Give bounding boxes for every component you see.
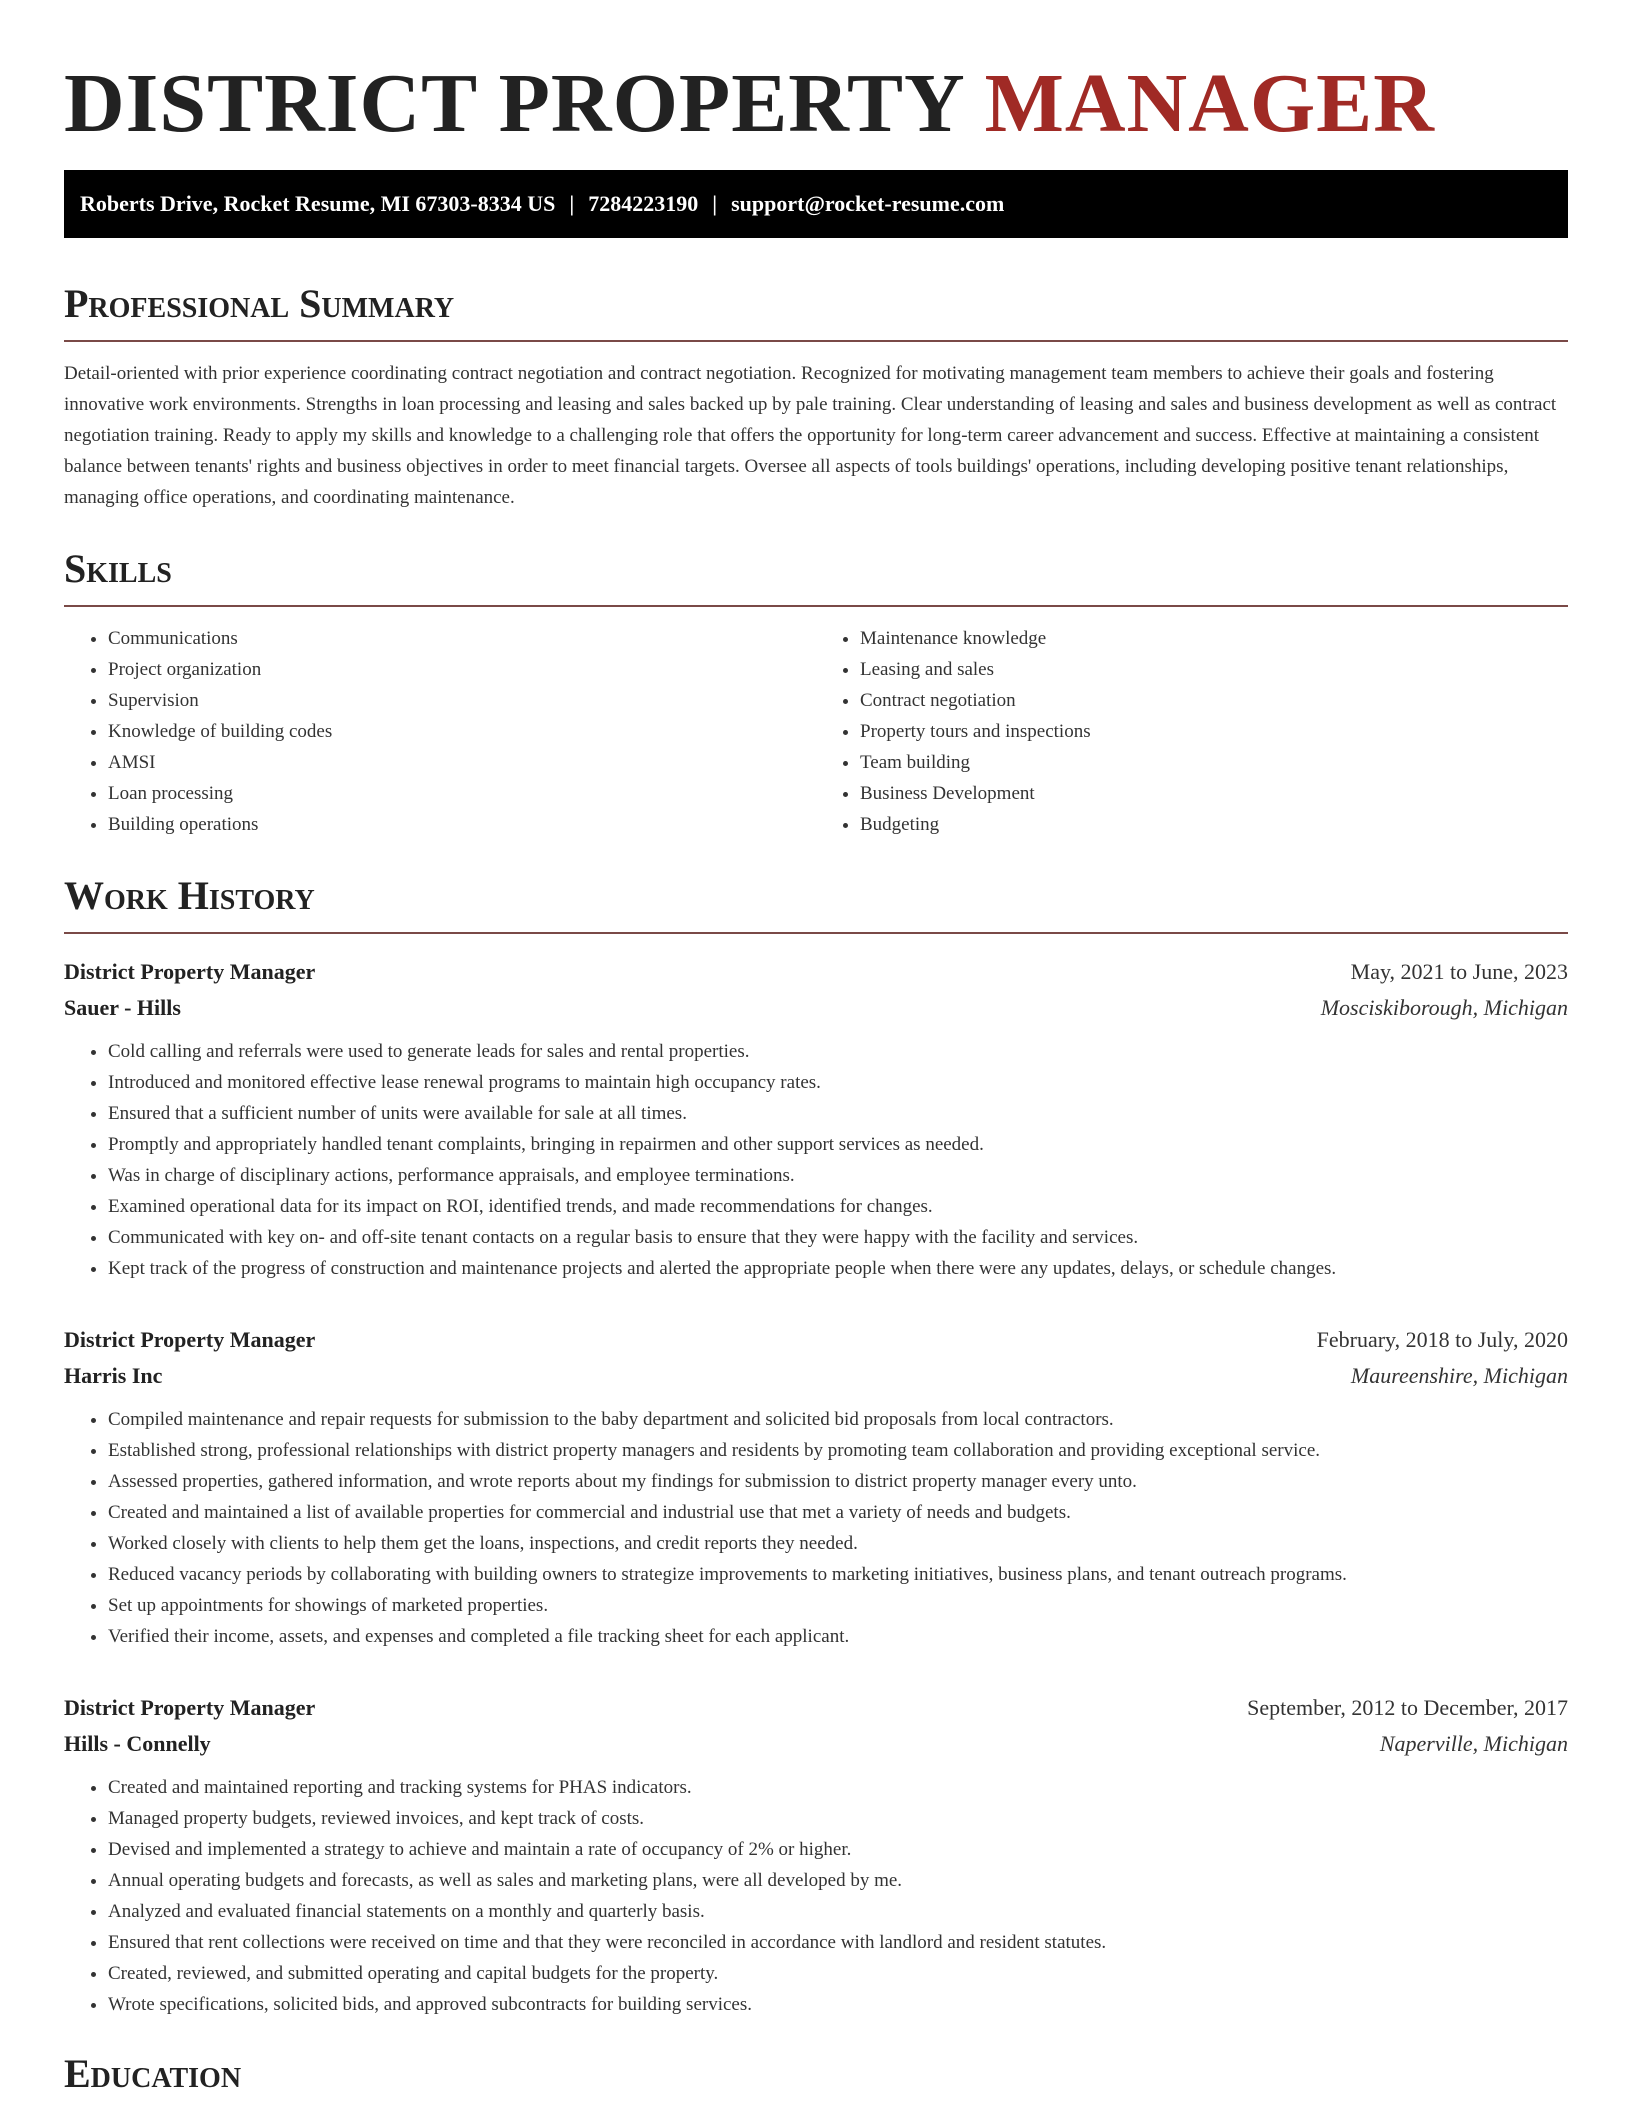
job-company-row (64, 1358, 1568, 1394)
skill-item: • Leasing and sales (860, 654, 1568, 685)
job-company-row (64, 990, 1568, 1026)
skills-heading: Skills (64, 546, 172, 591)
summary-section (64, 278, 1568, 513)
skills-list-right (816, 623, 1568, 840)
job-dates: May, 2021 to June, 2023 (1350, 959, 1568, 984)
skills-columns (64, 623, 1568, 840)
job-bullet: • Kept track of the progress of construction and maintenance projects and alerted the appropriate people when there were any updates, delays, or schedule changes. (108, 1253, 1568, 1284)
job-company: Hills - Connelly (64, 1731, 211, 1756)
education-section (64, 2048, 1568, 2100)
job-bullet: • Introduced and monitored effective lease renewal programs to maintain high occupancy rates. (108, 1067, 1568, 1098)
job-bullet: • Compiled maintenance and repair requests for submission to the baby department and solicited bid proposals from local contractors. (108, 1404, 1568, 1435)
job-bullet: • Reduced vacancy periods by collaborating with building owners to strategize improvements to marketing initiatives, business plans, and tenant outreach programs. (108, 1559, 1568, 1590)
education-heading: Education (64, 2051, 242, 2096)
job-bullet: • Examined operational data for its impact on ROI, identified trends, and made recommendations for changes. (108, 1191, 1568, 1222)
job-bullet: • Worked closely with clients to help them get the loans, inspections, and credit reports they needed. (108, 1528, 1568, 1559)
job-company: Sauer - Hills (64, 995, 181, 1020)
job-bullet: • Assessed properties, gathered information, and wrote reports about my findings for submission to district property manager every unto. (108, 1466, 1568, 1497)
job-bullet: • Established strong, professional relationships with district property managers and residents by promoting team collaboration and providing exceptional service. (108, 1435, 1568, 1466)
section-divider (64, 340, 1568, 342)
job-location: Maureenshire, Michigan (1350, 1363, 1568, 1388)
name-main: DISTRICT PROPERTY (64, 57, 963, 150)
skill-item: • AMSI (108, 747, 816, 778)
job-company-row (64, 1726, 1568, 1762)
job-bullet: • Was in charge of disciplinary actions, performance appraisals, and employee terminations. (108, 1160, 1568, 1191)
contact-bar (64, 170, 1568, 238)
contact-address: Roberts Drive, Rocket Resume, MI 67303-8334 US (80, 191, 556, 216)
job-bullet: • Wrote specifications, solicited bids, and approved subcontracts for building services. (108, 1989, 1568, 2020)
job-bullet: • Devised and implemented a strategy to achieve and maintain a rate of occupancy of 2% or higher. (108, 1834, 1568, 1865)
job-header-row (64, 1690, 1568, 1726)
summary-text: Detail-oriented with prior experience coordinating contract negotiation and contract negotiation. Recognized for motivating management team members to achieve their goals and fostering innovative work environments. Strengths in loan processing and leasing and sales backed up by pale training. Clear understanding of leasing and sales and business development as well as contract negotiation training. Ready to apply my skills and knowledge to a challenging role that offers the opportunity for long-term career advancement and success. Effective at maintaining a consistent balance between tenants' rights and business objectives in order to meet financial targets. Oversee all aspects of tools buildings' operations, including developing positive tenant relationships, managing office operations, and coordinating maintenance. (64, 363, 1557, 508)
job-bullet: • Created, reviewed, and submitted operating and capital budgets for the property. (108, 1958, 1568, 1989)
job-dates: February, 2018 to July, 2020 (1316, 1327, 1568, 1352)
job-dates: September, 2012 to December, 2017 (1247, 1695, 1568, 1720)
job-bullet: • Verified their income, assets, and expenses and completed a file tracking sheet for each applicant. (108, 1621, 1568, 1652)
skills-list-left (64, 623, 816, 840)
contact-separator: | (569, 191, 575, 216)
job-bullet: • Managed property budgets, reviewed invoices, and kept track of costs. (108, 1803, 1568, 1834)
job-title: District Property Manager (64, 959, 316, 984)
job-bullet: • Communicated with key on- and off-site tenant contacts on a regular basis to ensure that they were happy with the facility and services. (108, 1222, 1568, 1253)
job-bullet: • Set up appointments for showings of marketed properties. (108, 1590, 1568, 1621)
skill-item: • Budgeting (860, 809, 1568, 840)
job-location: Mosciskiborough, Michigan (1320, 995, 1568, 1020)
job-header-row (64, 1322, 1568, 1358)
skill-item: • Loan processing (108, 778, 816, 809)
work-history-section (64, 870, 1568, 2020)
job-entry (64, 954, 1568, 1284)
job-bullet: • Created and maintained a list of available properties for commercial and industrial use that met a variety of needs and budgets. (108, 1497, 1568, 1528)
contact-separator: | (712, 191, 718, 216)
job-header-row (64, 954, 1568, 990)
contact-email: support@rocket-resume.com (731, 191, 1005, 216)
section-divider (64, 932, 1568, 934)
section-divider (64, 605, 1568, 607)
job-bullets (64, 1036, 1568, 1284)
skills-section (64, 543, 1568, 840)
skill-item: • Knowledge of building codes (108, 716, 816, 747)
job-entry (64, 1690, 1568, 2020)
job-bullet: • Cold calling and referrals were used to generate leads for sales and rental properties. (108, 1036, 1568, 1067)
skill-item: • Communications (108, 623, 816, 654)
job-bullet: • Ensured that a sufficient number of units were available for sale at all times. (108, 1098, 1568, 1129)
job-bullet: • Annual operating budgets and forecasts, as well as sales and marketing plans, were all developed by me. (108, 1865, 1568, 1896)
contact-phone: 7284223190 (588, 191, 699, 216)
job-bullets (64, 1404, 1568, 1652)
job-entry (64, 1322, 1568, 1652)
job-bullet: • Promptly and appropriately handled tenant complaints, bringing in repairmen and other support services as needed. (108, 1129, 1568, 1160)
skill-item: • Building operations (108, 809, 816, 840)
skill-item: • Property tours and inspections (860, 716, 1568, 747)
skill-item: • Contract negotiation (860, 685, 1568, 716)
job-company: Harris Inc (64, 1363, 163, 1388)
job-bullets (64, 1772, 1568, 2020)
summary-heading: Professional Summary (64, 281, 455, 326)
resume-name (64, 56, 1568, 152)
skill-item: • Project organization (108, 654, 816, 685)
job-bullet: • Ensured that rent collections were received on time and that they were reconciled in accordance with landlord and resident statutes. (108, 1927, 1568, 1958)
job-bullet: • Analyzed and evaluated financial statements on a monthly and quarterly basis. (108, 1896, 1568, 1927)
job-bullet: • Created and maintained reporting and tracking systems for PHAS indicators. (108, 1772, 1568, 1803)
work-history-heading: Work History (64, 873, 315, 918)
skill-item: • Business Development (860, 778, 1568, 809)
skill-item: • Maintenance knowledge (860, 623, 1568, 654)
skill-item: • Team building (860, 747, 1568, 778)
skill-item: • Supervision (108, 685, 816, 716)
name-accent: MANAGER (984, 57, 1435, 150)
job-title: District Property Manager (64, 1695, 316, 1720)
job-location: Naperville, Michigan (1379, 1731, 1568, 1756)
job-title: District Property Manager (64, 1327, 316, 1352)
